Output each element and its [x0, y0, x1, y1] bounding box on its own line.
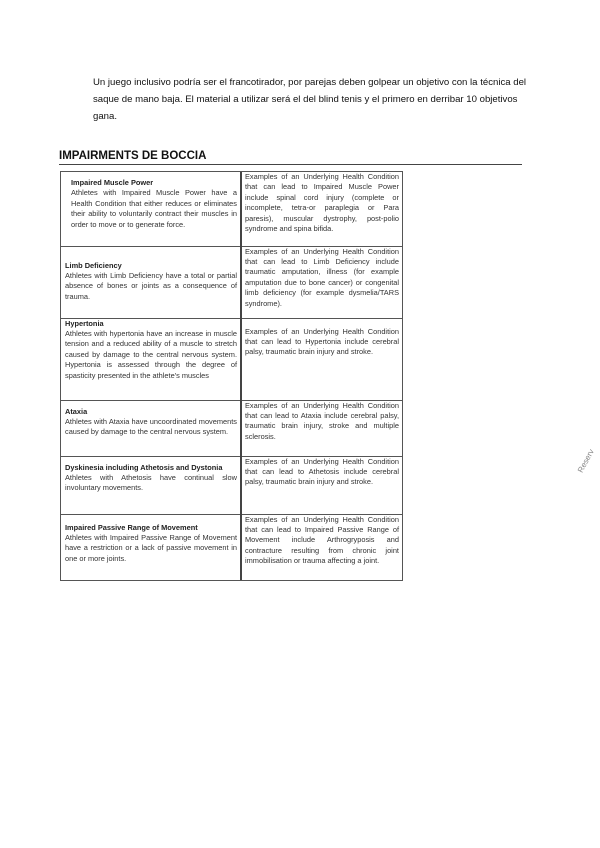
impairment-heading: Hypertonia: [65, 318, 104, 328]
section-divider: [59, 164, 522, 165]
table-row: [61, 456, 402, 514]
impairment-description: Athletes with Athetosis have continual slow involuntary movements.: [65, 472, 237, 493]
examples-cell: [241, 318, 402, 400]
table-row: [61, 318, 402, 400]
examples-cell: Examples of an Underlying Health Condition that can lead to Impaired Muscle Power include spinal cord injury (complete or incomplete, tetra-or paraplegia or Para paresis), muscular dystrophy, post-polio syndrome and spina bifida.: [241, 172, 402, 246]
impairment-description: Athletes with Limb Deficiency have a total or partial absence of bones or joints as a consequence of trauma.: [65, 270, 237, 301]
examples-cell: Examples of an Underlying Health Condition that can lead to Athetosis include cerebral palsy, traumatic brain injury and stroke.: [241, 456, 402, 514]
impairment-description: Athletes with Impaired Passive Range of Movement have a restriction or a lack of passive movement in one or more joints.: [65, 532, 237, 563]
watermark-text: Reserv: [576, 447, 596, 475]
impairment-heading: Dyskinesia including Athetosis and Dystonia: [65, 462, 223, 472]
impairment-description: Athletes with Impaired Muscle Power have a Health Condition that either reduces or eliminates their ability to voluntarily contract their muscles in order to move or to generate force.: [71, 188, 237, 229]
impairment-cell: [61, 318, 241, 400]
section-title: IMPAIRMENTS DE BOCCIA: [59, 150, 207, 162]
impairment-description: Athletes with hypertonia have an increase in muscle tension and a reduced ability of a muscle to stretch caused by damage to the central nervous system. Hypertonia is assessed through the degree of spasticity presented in the athlete's muscles: [65, 328, 237, 380]
impairment-cell: [61, 514, 241, 580]
impairments-table: [60, 171, 403, 581]
table-row: [61, 246, 402, 318]
impairment-heading: Impaired Passive Range of Movement: [65, 522, 198, 532]
impairment-cell: [61, 456, 241, 514]
table-row: [61, 172, 402, 246]
impairment-cell: [61, 400, 241, 456]
impairment-cell: [61, 172, 241, 246]
table-row: [61, 514, 402, 580]
impairment-heading: Ataxia: [65, 406, 88, 416]
examples-cell: Examples of an Underlying Health Condition that can lead to Impaired Passive Range of Movement include Arthrogryposis and contracture resulting from chronic joint immobilisation or trauma affecting a joint.: [245, 514, 399, 566]
examples-text: Examples of an Underlying Health Condition that can lead to Hypertonia include cerebral palsy, traumatic brain injury and stroke.: [245, 326, 399, 357]
examples-cell: Examples of an Underlying Health Condition that can lead to Limb Deficiency include traumatic amputation, illness (for example amputation due to bone cancer) or congenital limb deficiency (for example dysmelia/TARS syndrome).: [241, 246, 402, 318]
impairment-heading: Impaired Muscle Power: [71, 178, 154, 187]
impairment-heading: Limb Deficiency: [65, 260, 122, 270]
impairment-cell: [61, 246, 241, 318]
table-row: [61, 400, 402, 456]
intro-paragraph: Un juego inclusivo podría ser el francotirador, por parejas deben golpear un objetivo con la técnica del saque de mano baja. El material a utilizar será el del blind tenis y el primero en derribar 10 objetivos gana.: [93, 77, 527, 122]
impairment-description: Athletes with Ataxia have uncoordinated movements caused by damage to the central nervous system.: [65, 416, 237, 437]
examples-cell: Examples of an Underlying Health Condition that can lead to Ataxia include cerebral palsy, traumatic brain injury, stroke and multiple sclerosis.: [241, 400, 402, 456]
